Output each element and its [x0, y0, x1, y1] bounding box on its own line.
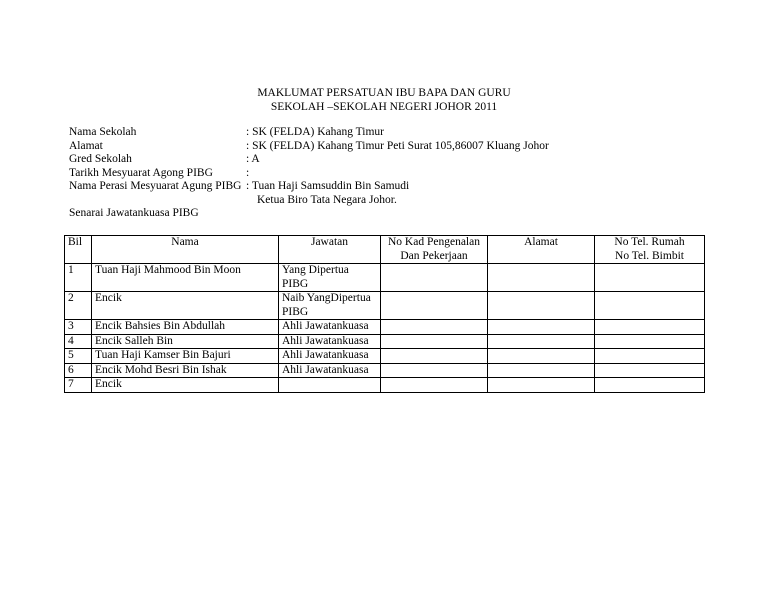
cell-alamat: [488, 378, 595, 393]
info-row-gred-sekolah: [69, 153, 549, 167]
cell-jawatan: [279, 378, 381, 393]
cell-jawatan: Ahli Jawatankuasa: [279, 363, 381, 378]
info-label: Gred Sekolah: [69, 153, 132, 165]
table-row: [65, 378, 705, 393]
cell-kad: [381, 363, 488, 378]
cell-kad: [381, 320, 488, 335]
cell-bil: 5: [65, 349, 92, 364]
cell-jawatan: [279, 264, 381, 292]
cell-bil: 3: [65, 320, 92, 335]
table-row: [65, 349, 705, 364]
cell-tel: [595, 264, 705, 292]
info-label: Nama Perasi Mesyuarat Agung PIBG: [69, 180, 242, 192]
info-value: : SK (FELDA) Kahang Timur Peti Surat 105,86007 Kluang Johor: [246, 139, 549, 152]
table-row: [65, 334, 705, 349]
cell-nama: Encik: [92, 292, 279, 320]
jawatan-line2: PIBG: [282, 305, 309, 318]
info-label: Alamat: [69, 139, 103, 152]
cell-jawatan: Ahli Jawatankuasa: [279, 320, 381, 335]
table-row: [65, 320, 705, 335]
info-label: Nama Sekolah: [69, 126, 137, 138]
header-nama: Nama: [92, 236, 279, 264]
header-kad-line2: Dan Pekerjaan: [400, 249, 468, 262]
cell-tel: [595, 378, 705, 393]
cell-nama: Encik: [92, 378, 279, 393]
cell-kad: [381, 292, 488, 320]
table-row: [65, 363, 705, 378]
jawatan-line1: Yang Dipertua: [282, 264, 349, 276]
cell-bil: 4: [65, 334, 92, 349]
cell-bil: 7: [65, 378, 92, 393]
cell-tel: [595, 349, 705, 364]
cell-kad: [381, 349, 488, 364]
cell-nama: Tuan Haji Mahmood Bin Moon: [92, 264, 279, 292]
header-kad-line1: No Kad Pengenalan: [388, 236, 480, 248]
cell-nama: Tuan Haji Kamser Bin Bajuri: [92, 349, 279, 364]
table-row: [65, 292, 705, 320]
cell-kad: [381, 378, 488, 393]
header-jawatan: Jawatan: [279, 236, 381, 264]
info-row-tarikh-mesyuarat: [69, 167, 549, 181]
cell-alamat: [488, 292, 595, 320]
cell-alamat: [488, 363, 595, 378]
school-info-block: [69, 126, 549, 207]
info-row-nama-perasi: [69, 180, 549, 194]
info-value: : A: [246, 153, 260, 165]
header-tel-line1: No Tel. Rumah: [614, 236, 685, 248]
cell-nama: Encik Salleh Bin: [92, 334, 279, 349]
info-continuation: Ketua Biro Tata Negara Johor.: [257, 193, 397, 206]
cell-alamat: [488, 264, 595, 292]
committee-table: [64, 235, 705, 393]
info-value: : Tuan Haji Samsuddin Bin Samudi: [246, 180, 410, 192]
committee-list-label: Senarai Jawatankuasa PIBG: [69, 207, 199, 219]
jawatan-line2: PIBG: [282, 277, 309, 290]
info-value: : SK (FELDA) Kahang Timur: [246, 126, 385, 138]
header-no-tel: [595, 236, 705, 264]
cell-alamat: [488, 334, 595, 349]
info-row-alamat: [69, 140, 549, 154]
document-title-line-2: SEKOLAH –SEKOLAH NEGERI JOHOR 2011: [270, 101, 498, 113]
cell-kad: [381, 334, 488, 349]
document-title-line-1: MAKLUMAT PERSATUAN IBU BAPA DAN GURU: [257, 87, 511, 99]
cell-bil: 6: [65, 363, 92, 378]
info-label: Tarikh Mesyuarat Agong PIBG: [69, 166, 213, 179]
cell-bil: 2: [65, 292, 92, 320]
cell-tel: [595, 320, 705, 335]
cell-tel: [595, 363, 705, 378]
header-bil: Bil: [65, 236, 92, 264]
cell-nama: Encik Bahsies Bin Abdullah: [92, 320, 279, 335]
cell-alamat: [488, 320, 595, 335]
cell-alamat: [488, 349, 595, 364]
cell-tel: [595, 334, 705, 349]
table-row: [65, 264, 705, 292]
info-row-nama-sekolah: [69, 126, 549, 140]
header-alamat: Alamat: [488, 236, 595, 264]
cell-bil: 1: [65, 264, 92, 292]
header-kad-pengenalan: [381, 236, 488, 264]
cell-jawatan: [279, 292, 381, 320]
cell-nama: Encik Mohd Besri Bin Ishak: [92, 363, 279, 378]
cell-jawatan: Ahli Jawatankuasa: [279, 334, 381, 349]
cell-tel: [595, 292, 705, 320]
cell-kad: [381, 264, 488, 292]
info-value: :: [246, 166, 250, 179]
table-header-row: [65, 236, 705, 264]
header-tel-line2: No Tel. Bimbit: [615, 249, 684, 262]
cell-jawatan: Ahli Jawatankuasa: [279, 349, 381, 364]
jawatan-line1: Naib YangDipertua: [282, 292, 371, 304]
